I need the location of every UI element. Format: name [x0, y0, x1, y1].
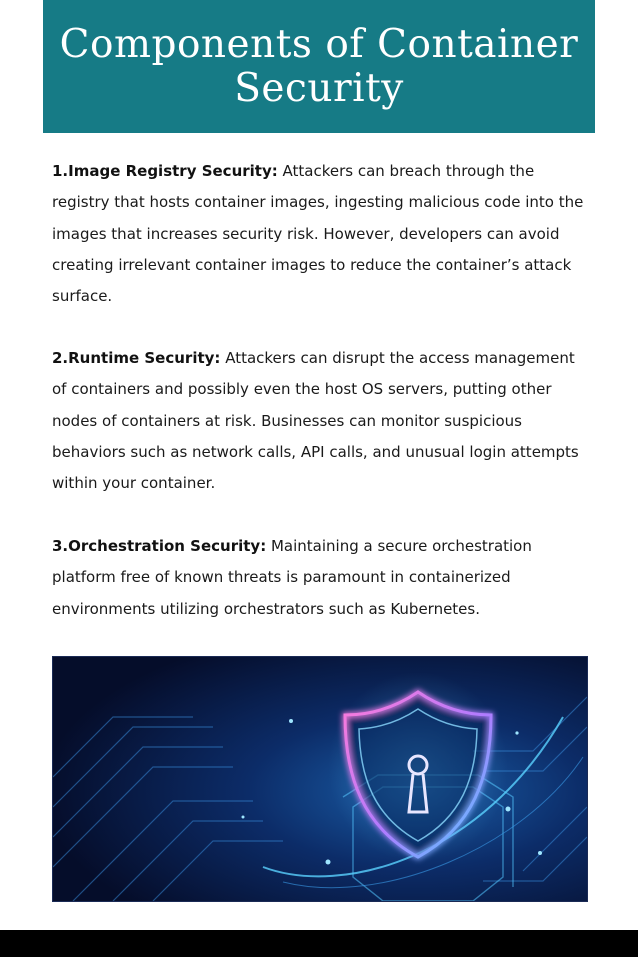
section-text: Attackers can disrupt the access management of containers and possibly even the host OS servers, putting other nodes of containers at risk. Businesses can monitor suspicious behaviors such as network calls, API calls, and unusual login attempts within your container. — [52, 349, 579, 493]
section-text: Maintaining a secure orchestration platform free of known threats is paramount in containerized environments utilizing orchestrators such as Kubernetes. — [52, 537, 532, 618]
section-text: Attackers can breach through the registry that hosts container images, ingesting malicious code into the images that increases security risk. However, developers can avoid creating irrelevant container images to reduce the container’s attack surface. — [52, 162, 584, 306]
section-label: 1.Image Registry Security: — [52, 162, 278, 180]
page-title-line-1: Components of Container — [59, 21, 579, 67]
section-label: 3.Orchestration Security: — [52, 537, 267, 555]
section-label: 2.Runtime Security: — [52, 349, 221, 367]
page-title-line-2: Security — [234, 65, 404, 111]
section-runtime-security — [52, 343, 592, 499]
footer-bar — [0, 930, 638, 957]
security-illustration — [52, 656, 588, 902]
title-banner — [43, 0, 595, 133]
section-orchestration-security — [52, 531, 592, 625]
shield-lock-icon — [53, 657, 587, 901]
section-image-registry-security — [52, 156, 592, 312]
